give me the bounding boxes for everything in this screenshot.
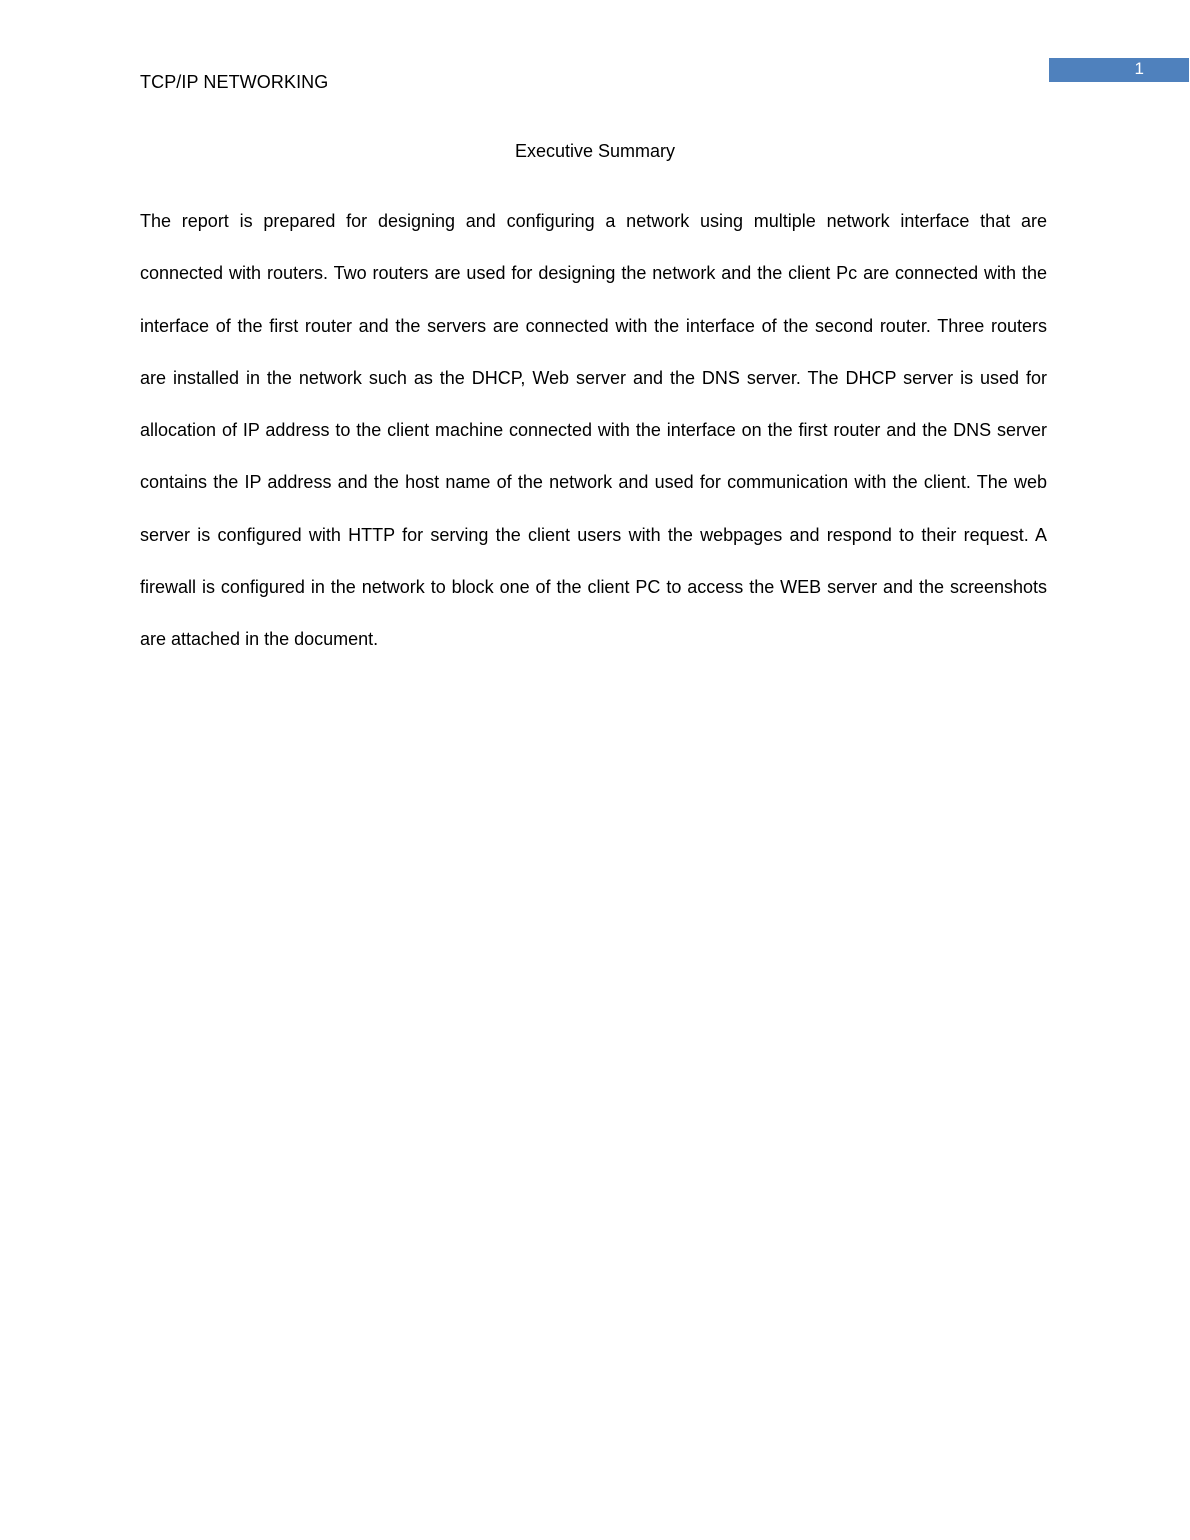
page-number-badge bbox=[1049, 58, 1189, 82]
page-number: 1 bbox=[1134, 59, 1144, 78]
section-heading: Executive Summary bbox=[514, 141, 676, 161]
running-header-title: TCP/IP NETWORKING bbox=[140, 72, 329, 92]
body-paragraph: The report is prepared for designing and configuring a network using multiple network interface that are connected with routers. Two routers are used for designing the network and the client Pc are connected with the interface of the first router and the servers are connected with the interface of the second router. Three routers are installed in the network such as the DHCP, Web server and the DNS server. The DHCP server is used for allocation of IP address to the client machine connected with the interface on the first router and the DNS server contains the IP address and the host name of the network and used for communication with the client. The web server is configured with HTTP for serving the client users with the webpages and respond to their request. A firewall is configured in the network to block one of the client PC to access the WEB server and the screenshots are attached in the document. bbox=[140, 211, 1047, 650]
